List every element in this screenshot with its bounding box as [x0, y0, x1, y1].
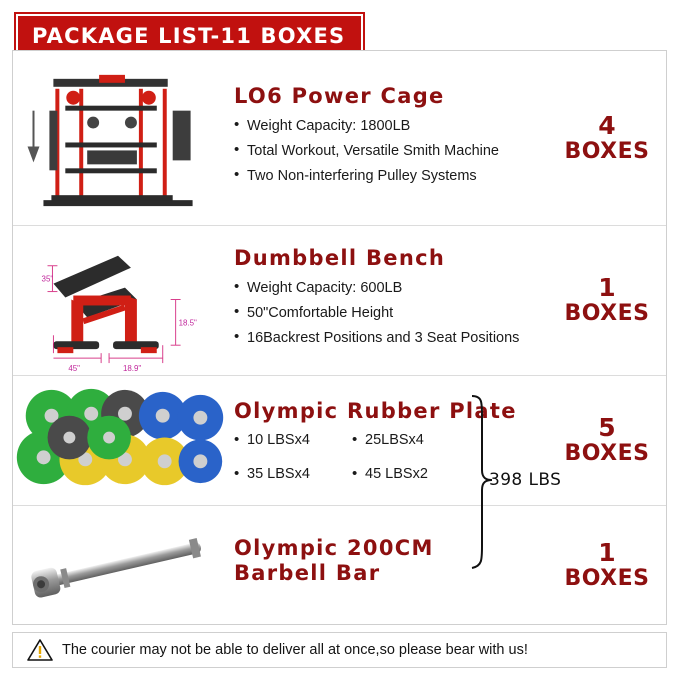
delivery-notice-text: The courier may not be able to deliver all at once,so please bear with us!	[62, 642, 528, 658]
package-items-table	[12, 50, 667, 625]
dimension-label: 35"	[41, 274, 54, 284]
list-item: • 10 LBSx4	[234, 432, 352, 448]
list-item: • Two Non-interfering Pulley Systems	[234, 167, 542, 185]
list-item: • 25LBSx4	[352, 432, 502, 448]
table-row	[13, 376, 666, 506]
product-image-bench	[13, 226, 228, 375]
product-details	[228, 246, 548, 354]
dimension-label: 45"	[68, 364, 81, 374]
list-item: • 45 LBSx2	[352, 466, 502, 482]
dimension-label: 18.5"	[178, 318, 197, 328]
product-details	[228, 84, 548, 192]
barbell-bar-illustration	[13, 506, 228, 624]
quantity-number: 4	[598, 110, 616, 140]
quantity-cell	[548, 539, 666, 592]
product-name: Dumbbell Bench	[234, 246, 446, 271]
product-feature-list	[234, 279, 542, 347]
quantity-cell	[548, 274, 666, 327]
table-row	[13, 506, 666, 624]
product-name: LO6 Power Cage	[234, 83, 445, 108]
quantity-cell	[548, 112, 666, 165]
product-details	[228, 536, 548, 594]
product-image-power-cage	[13, 51, 228, 225]
table-row	[13, 226, 666, 376]
quantity-number: 5	[598, 413, 616, 443]
quantity-unit: BOXES	[564, 441, 650, 467]
total-weight-label: 398 LBS	[489, 470, 562, 490]
product-name	[234, 536, 542, 586]
quantity-cell	[548, 414, 666, 467]
rubber-plates-illustration	[13, 376, 228, 505]
delivery-notice	[12, 632, 667, 668]
list-item: • 16Backrest Positions and 3 Seat Positions	[234, 329, 542, 347]
product-name-line1: Olympic 200CM	[234, 536, 434, 561]
list-item: • Weight Capacity: 600LB	[234, 279, 542, 297]
quantity-number: 1	[598, 273, 616, 303]
power-cage-illustration	[13, 51, 228, 225]
quantity-number: 1	[598, 537, 616, 567]
quantity-unit: BOXES	[564, 301, 650, 327]
list-item: • Total Workout, Versatile Smith Machine	[234, 142, 542, 160]
adjustable-bench-illustration	[13, 226, 228, 375]
product-image-plates	[13, 376, 228, 505]
list-item: • 50"Comfortable Height	[234, 304, 542, 322]
list-item: • 35 LBSx4	[234, 466, 352, 482]
product-name-line2: Barbell Bar	[234, 561, 381, 585]
dimension-label: 18.9"	[122, 364, 142, 374]
warning-icon	[27, 638, 53, 662]
quantity-unit: BOXES	[564, 565, 650, 591]
product-name: Olympic Rubber Plate	[234, 399, 517, 424]
quantity-unit: BOXES	[564, 138, 650, 164]
product-image-barbell	[13, 506, 228, 624]
list-item: • Weight Capacity: 1800LB	[234, 117, 542, 135]
page-title: PACKAGE LIST-11 BOXES	[16, 14, 363, 59]
product-feature-list	[234, 117, 542, 185]
table-row	[13, 51, 666, 226]
